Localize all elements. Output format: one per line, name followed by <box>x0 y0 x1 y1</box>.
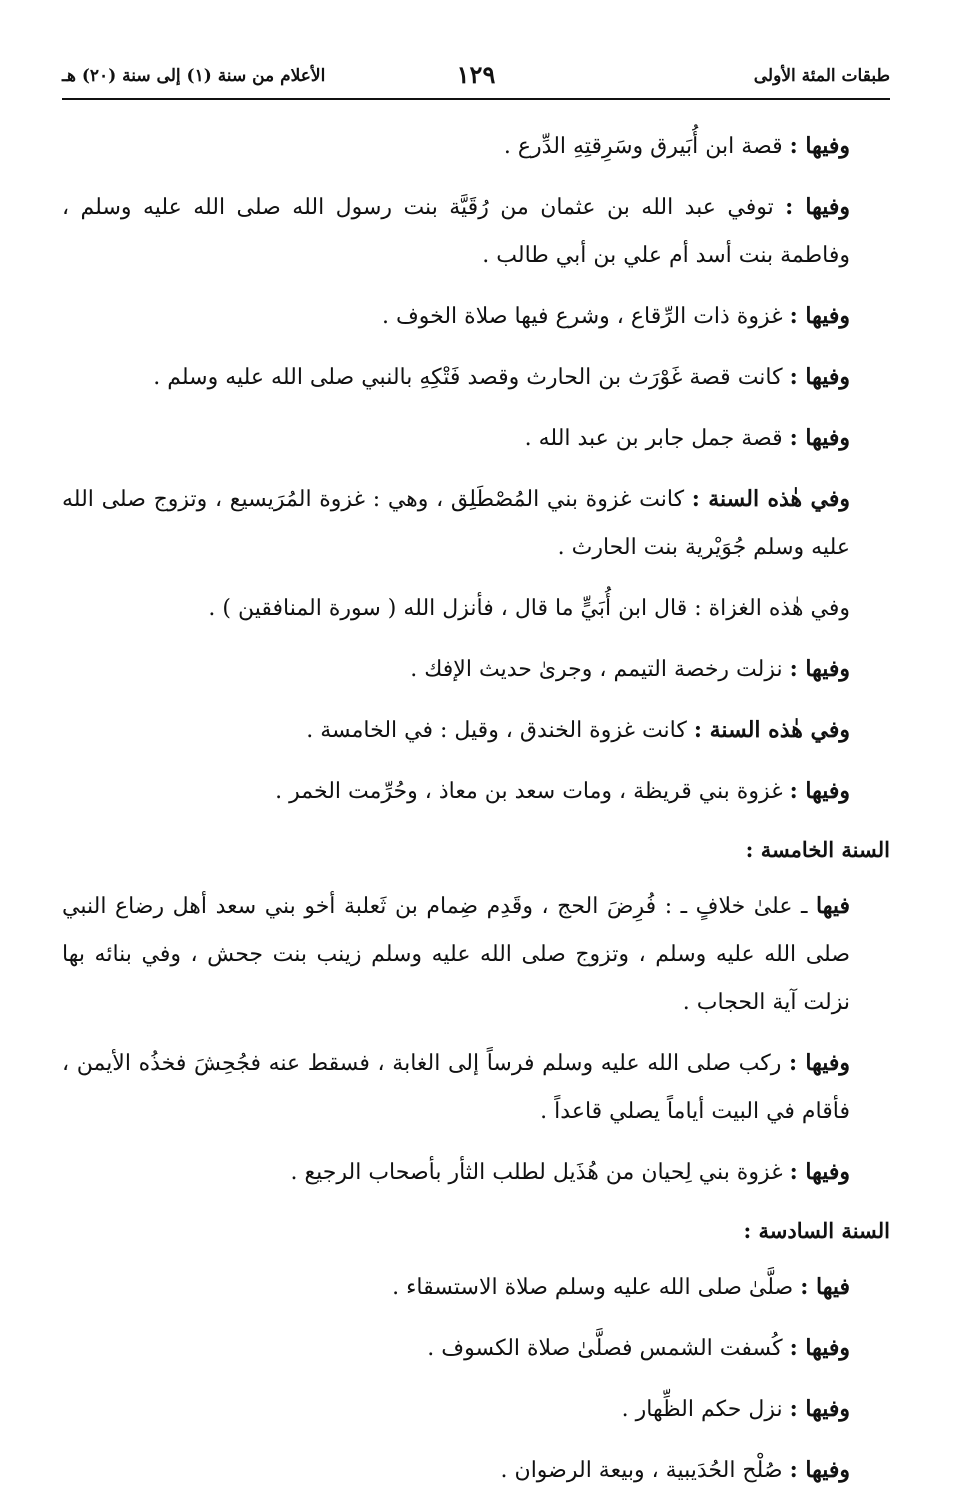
paragraph: وفيها : غزوة بني لِحيان من هُذَيل لطلب الثأر بأصحاب الرجيع . <box>290 1159 850 1185</box>
paragraph: وفيها : غزوة ذات الرِّقاع ، وشرع فيها صلاة الخوف . <box>382 303 850 329</box>
paragraph: وفيها : قصة ابن أُبَيرق وسَرِقتِهِ الدِّرع . <box>503 133 850 159</box>
paragraph: وفيها : توفي عبد الله بن عثمان من رُقَيَّة بنت رسول الله صلى الله عليه وسلم ، وفاطمة بنت أسد أم علي بن أبي طالب . <box>62 194 850 268</box>
paragraph: فيها : صلَّىٰ صلى الله عليه وسلم صلاة الاستسقاء . <box>392 1274 850 1300</box>
paragraph: وفي هٰذه الغزاة : قال ابن أُبَيٍّ ما قال ، فأنزل الله ( سورة المنافقين ) . <box>208 596 850 621</box>
book-title: طبقات المئة الأولى <box>753 66 890 86</box>
chapter-range: الأعلام من سنة (١) إلى سنة (٢٠) هـ <box>62 66 326 86</box>
paragraph: فيها ـ علىٰ خلافٍ ـ : فُرِضَ الحج ، وقَدِم ضِمام بن ثَعلبة أخو بني سعد أهل رضاع النبي صلى الله عليه وسلم ، وتزوج صلى الله عليه وسلم زينب بنت جحش ، وفي بنائه بها نزلت آية الحجاب . <box>62 893 850 1015</box>
page-body <box>62 122 890 1507</box>
paragraph: وفيها : قصة جمل جابر بن عبد الله . <box>524 425 850 451</box>
paragraph: وفيها : كُسفت الشمس فصلَّىٰ صلاة الكسوف . <box>427 1335 850 1361</box>
page-number: ١٢٩ <box>456 60 496 89</box>
paragraph: وفيها : كانت قصة غَوْرَث بن الحارث وقصد فَتْكِهِ بالنبي صلى الله عليه وسلم . <box>153 364 850 390</box>
section-heading-year-6: السنة السادسة : <box>743 1218 890 1243</box>
paragraph: وفيها : ركب صلى الله عليه وسلم فرساً إلى الغابة ، فسقط عنه فجُحِشَ فخذُه الأيمن ، فأقام في البيت أياماً يصلي قاعداً . <box>62 1050 850 1124</box>
running-header <box>62 60 890 100</box>
paragraph: وفي هٰذه السنة : كانت غزوة بني المُصْطَلِق ، وهي : غزوة المُرَيسيع ، وتزوج صلى الله عليه وسلم جُوَيْرية بنت الحارث . <box>62 486 850 560</box>
section-heading-year-5: السنة الخامسة : <box>745 837 890 862</box>
paragraph: وفي هٰذه السنة : كانت غزوة الخندق ، وقيل : في الخامسة . <box>306 717 850 743</box>
paragraph: وفيها : غزوة بني قريظة ، ومات سعد بن معاذ ، وحُرِّمت الخمر . <box>275 778 850 804</box>
paragraph: وفيها : نزل حكم الظِّهار . <box>621 1396 850 1422</box>
paragraph: وفيها : صُلْح الحُدَيبية ، وبيعة الرضوان . <box>500 1457 850 1483</box>
paragraph: وفيها : نزلت رخصة التيمم ، وجرىٰ حديث الإفك . <box>410 656 850 682</box>
